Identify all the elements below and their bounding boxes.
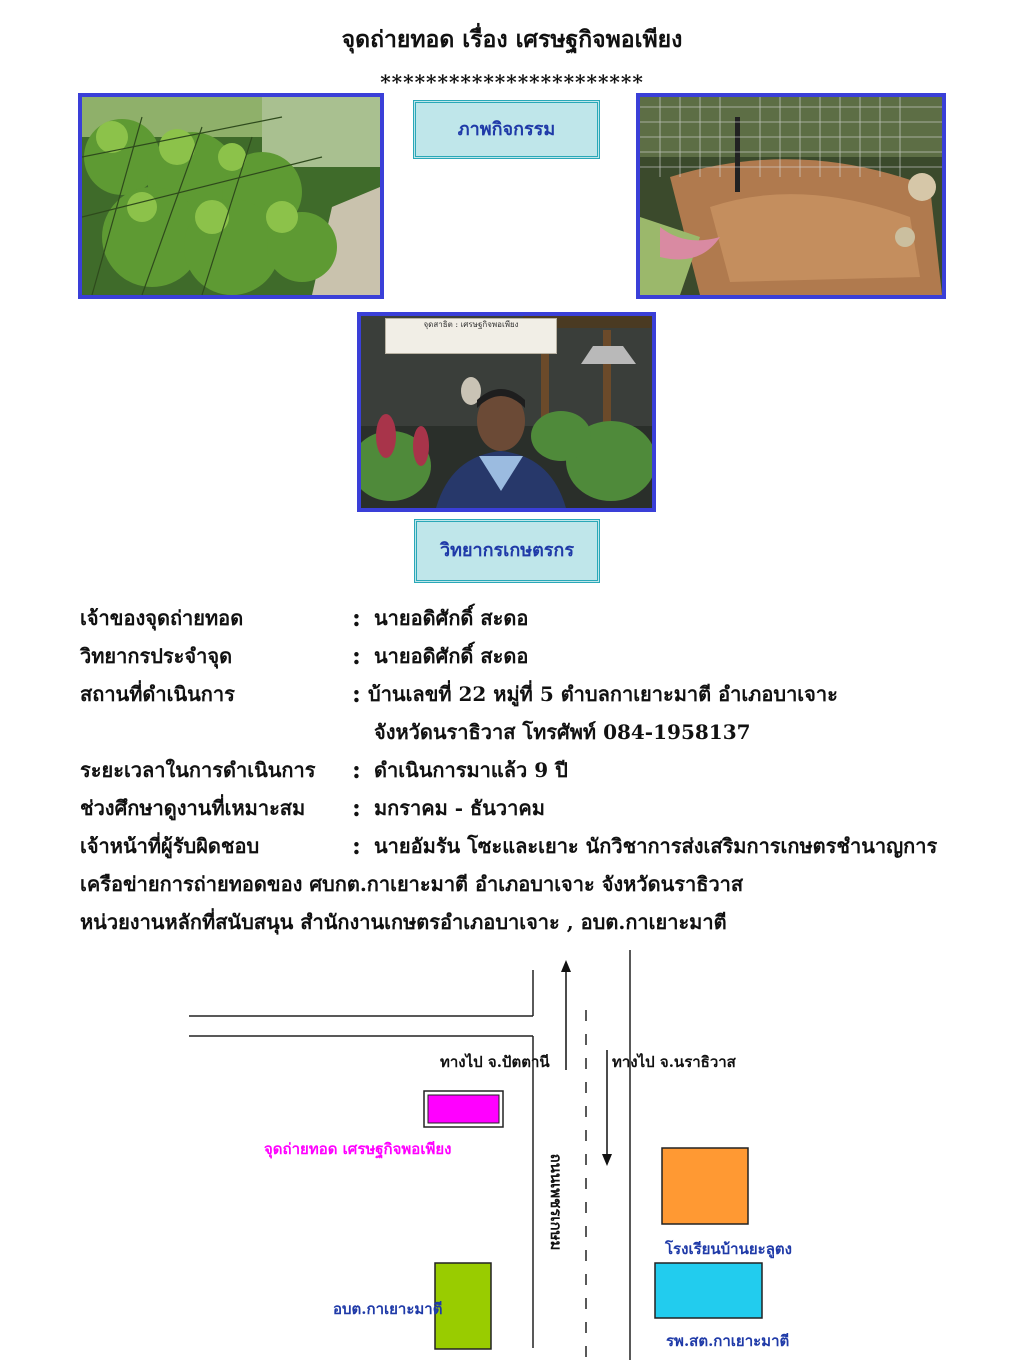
info-row-location-cont [80,713,1000,751]
photo-sign [385,318,557,354]
hospital-label: รพ.สต.กาเยาะมาตี [666,1332,790,1350]
obt-marker [435,1263,491,1349]
owner-label: เจ้าของจุดถ่ายทอด [80,606,244,630]
location-map [0,950,1024,1365]
info-row-support [80,903,1000,941]
info-row-network [80,865,1000,903]
period-value: มกราคม - ธันวาคม [374,796,545,820]
network-text: เครือข่ายการถ่ายทอดของ ศบกต.กาเยาะมาตี อำเภอบาเจาะ จังหวัดนราธิวาส [80,872,744,896]
hospital-marker [655,1263,762,1318]
info-section [80,599,1000,941]
garden-photo [78,93,384,299]
colon: : [352,679,361,708]
period-label: ช่วงศึกษาดูงานที่เหมาะสม [80,796,306,820]
info-row-duration [80,751,1000,789]
photo-sign-text: จุดสาธิต : เศรษฐกิจพอเพียง [423,320,519,329]
speaker-photo-label: วิทยากรเกษตรกร [414,519,600,583]
info-row-speaker [80,637,1000,675]
page-title: จุดถ่ายทอด เรื่อง เศรษฐกิจพอเพียง [341,26,683,53]
colon: : [352,755,361,784]
duration-value: ดำเนินการมาแล้ว 9 ปี [374,758,568,782]
location-value: บ้านเลขที่ 22 หมู่ที่ 5 ตำบลกาเยาะมาตี อำเภอบาเจาะ [368,682,838,706]
arrow-down-icon [602,1154,612,1166]
arrow-up-icon [561,960,571,972]
pond-photo [636,93,946,299]
speaker-value: นายอดิศักดิ์ สะดอ [374,644,529,668]
location-label: สถานที่ดำเนินการ [80,682,235,706]
obt-label: อบต.กาเยาะมาตี [333,1300,443,1318]
school-marker [662,1148,748,1224]
owner-value: นายอดิศักดิ์ สะดอ [374,606,529,630]
info-row-officer [80,827,1000,865]
school-label: โรงเรียนบ้านยะลูตง [665,1240,792,1258]
info-row-period [80,789,1000,827]
duration-label: ระยะเวลาในการดำเนินการ [80,758,316,782]
speaker-label: วิทยากรประจำจุด [80,644,233,668]
support-text: หน่วยงานหลักที่สนับสนุน สำนักงานเกษตรอำเภอบาเจาะ , อบต.กาเยาะมาตี [80,910,727,934]
info-row-location [80,675,1000,713]
demo-site-marker [428,1095,499,1123]
officer-value: นายอัมรัน โซะและเยาะ นักวิชาการส่งเสริมการเกษตรชำนาญการ [374,834,938,858]
info-row-owner [80,599,1000,637]
activity-photos-label: ภาพกิจกรรม [413,100,600,159]
road-name-label: ถนนเพชรเกษม [547,1153,565,1251]
demo-site-label: จุดถ่ายทอด เศรษฐกิจพอเพียง [264,1140,452,1158]
location-value-line2: จังหวัดนราธิวาส โทรศัพท์ 084-1958137 [374,720,751,744]
colon: : [352,793,361,822]
title-divider: *********************** [380,70,644,94]
to-pattani-label: ทางไป จ.ปัตตานี [440,1053,550,1071]
to-narathiwat-label: ทางไป จ.นราธิวาส [612,1053,736,1071]
colon: : [352,831,361,860]
colon: : [352,603,361,632]
colon: : [352,641,361,670]
officer-label: เจ้าหน้าที่ผู้รับผิดชอบ [80,834,260,858]
